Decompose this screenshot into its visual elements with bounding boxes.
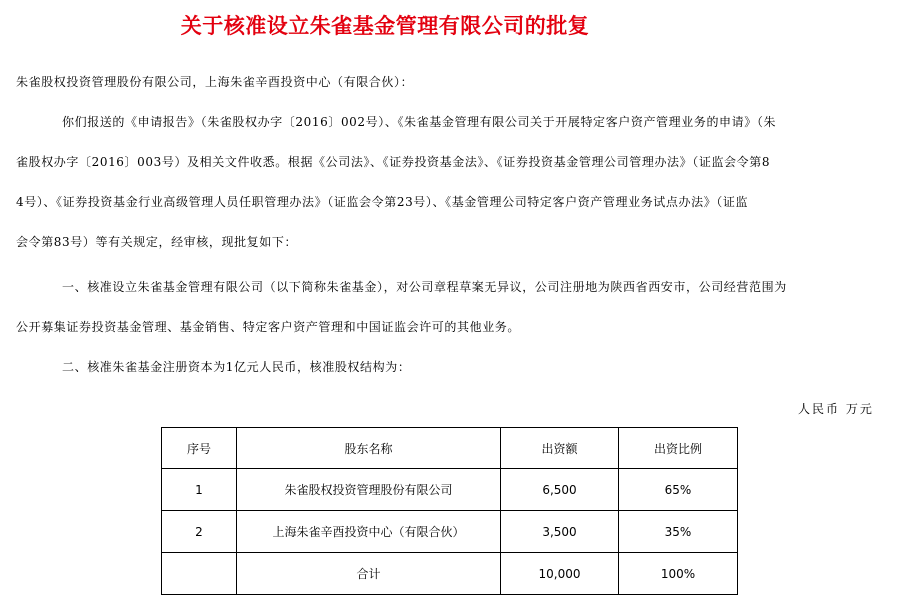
table-row [162, 511, 738, 553]
row-index: 1 [162, 469, 237, 511]
header-contribution-ratio: 出资比例 [619, 428, 738, 469]
paragraph-2-line-2: 公开募集证券投资基金管理、基金销售、特定客户资产管理和中国证监会许可的其他业务。 [16, 320, 521, 334]
table-total-row [162, 553, 738, 595]
row-ratio: 35% [619, 511, 738, 553]
row-index: 2 [162, 511, 237, 553]
paragraph-1-line-3: 4号）、《证券投资基金行业高级管理人员任职管理办法》（证监会令第23号）、《基金管理公司特定客户资产管理业务试点办法》（证监 [16, 195, 749, 209]
header-shareholder-name: 股东名称 [237, 428, 501, 469]
document-title: 关于核准设立朱雀基金管理有限公司的批复 [180, 14, 590, 38]
row-amount: 3,500 [501, 511, 619, 553]
addressee: 朱雀股权投资管理股份有限公司，上海朱雀辛酉投资中心（有限合伙）： [16, 75, 414, 89]
paragraph-1-line-1: 你们报送的《申请报告》（朱雀股权办字〔2016〕002号）、《朱雀基金管理有限公司关于开展特定客户资产管理业务的申请》（朱 [62, 115, 777, 129]
paragraph-1-line-4: 会令第83号）等有关规定，经审核，现批复如下： [16, 235, 298, 249]
table-header-row [162, 428, 738, 469]
equity-structure-table [161, 427, 738, 595]
total-ratio: 100% [619, 553, 738, 595]
header-contribution-amount: 出资额 [501, 428, 619, 469]
row-amount: 6,500 [501, 469, 619, 511]
total-amount: 10,000 [501, 553, 619, 595]
total-index [162, 553, 237, 595]
currency-unit-label: 人民币 万元 [798, 402, 874, 416]
paragraph-3-line-1: 二、核准朱雀基金注册资本为1亿元人民币，核准股权结构为： [62, 360, 411, 374]
row-shareholder-name: 上海朱雀辛酉投资中心（有限合伙） [237, 511, 501, 553]
paragraph-1-line-2: 雀股权办字〔2016〕003号）及相关文件收悉。根据《公司法》、《证券投资基金法》、《证券投资基金管理公司管理办法》（证监会令第8 [16, 155, 771, 169]
row-ratio: 65% [619, 469, 738, 511]
header-index: 序号 [162, 428, 237, 469]
table-row [162, 469, 738, 511]
total-label: 合计 [237, 553, 501, 595]
paragraph-2-line-1: 一、核准设立朱雀基金管理有限公司（以下简称朱雀基金），对公司章程草案无异议，公司注册地为陕西省西安市，公司经营范围为 [62, 280, 787, 294]
row-shareholder-name: 朱雀股权投资管理股份有限公司 [237, 469, 501, 511]
